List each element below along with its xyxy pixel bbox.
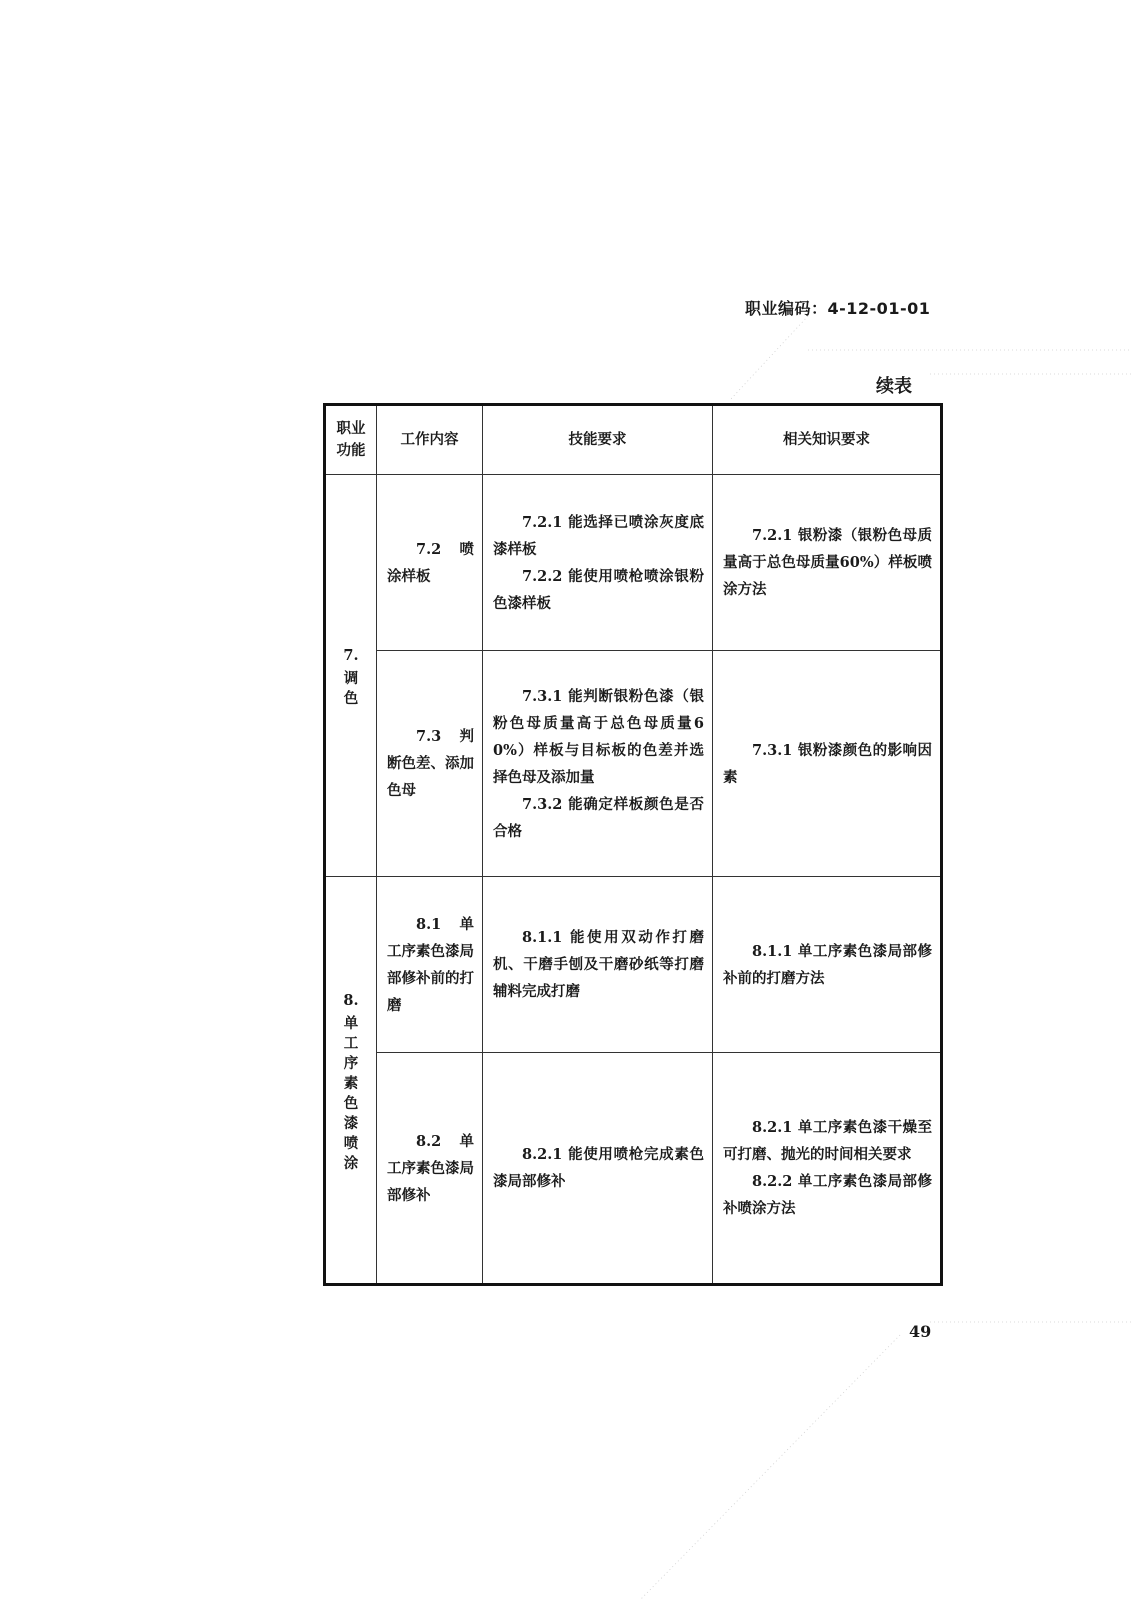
knowledge-item: 7.2.1 银粉漆（银粉色母质量高于总色母质量60%）样板喷涂方法 (723, 527, 932, 598)
work-content-cell (377, 475, 483, 651)
knowledge-item: 8.1.1 单工序素色漆局部修补前的打磨方法 (723, 942, 932, 987)
header-function: 职业功能 (325, 405, 377, 475)
header-skill-requirements: 技能要求 (483, 405, 713, 475)
knowledge-cell (713, 1053, 942, 1285)
occupation-code: 职业编码：4-12-01-01 (745, 299, 931, 318)
knowledge-item: 8.2.2 单工序素色漆局部修补喷涂方法 (723, 1173, 932, 1217)
work-content-cell (377, 877, 483, 1053)
header-work-content: 工作内容 (377, 405, 483, 475)
header-knowledge-requirements: 相关知识要求 (713, 405, 942, 475)
skill-item: 7.2.1 能选择已喷涂灰度底漆样板 (493, 513, 704, 558)
skill-cell (483, 877, 713, 1053)
skill-item: 7.3.1 能判断银粉色漆（银粉色母质量高于总色母质量60%）样板与目标板的色差并选择色母及添加量 (493, 687, 704, 786)
skill-cell (483, 1053, 713, 1285)
page-number: 49 (909, 1322, 932, 1341)
table-row (325, 651, 942, 877)
function-cell-8 (325, 877, 377, 1285)
knowledge-cell (713, 651, 942, 877)
function-number: 8. (343, 991, 359, 1009)
work-content-text: 8.2 单工序素色漆局部修补 (387, 1132, 474, 1204)
function-name: 单工序素色漆喷涂 (343, 1014, 359, 1172)
function-number: 7. (343, 647, 359, 664)
table-header-row (325, 405, 942, 475)
knowledge-item: 7.3.1 银粉漆颜色的影响因素 (723, 741, 932, 786)
skill-cell (483, 475, 713, 651)
table-row (325, 475, 942, 651)
skill-item: 7.2.2 能使用喷枪喷涂银粉色漆样板 (493, 567, 704, 612)
knowledge-cell (713, 877, 942, 1053)
table-row (325, 1053, 942, 1285)
skill-standard-table (323, 403, 943, 1286)
function-cell-7 (325, 475, 377, 877)
skill-item: 8.2.1 能使用喷枪完成素色漆局部修补 (493, 1146, 704, 1190)
work-content-cell (377, 1053, 483, 1285)
skill-item: 8.1.1 能使用双动作打磨机、干磨手刨及干磨砂纸等打磨辅料完成打磨 (493, 929, 704, 1000)
work-content-text: 7.2 喷涂样板 (387, 540, 474, 585)
work-content-text: 7.3 判断色差、添加色母 (387, 728, 474, 799)
work-content-text: 8.1 单工序素色漆局部修补前的打磨 (387, 915, 474, 1014)
work-content-cell (377, 651, 483, 877)
knowledge-item: 8.2.1 单工序素色漆干燥至可打磨、抛光的时间相关要求 (723, 1119, 932, 1163)
skill-cell (483, 651, 713, 877)
knowledge-cell (713, 475, 942, 651)
continued-label: 续表 (876, 376, 912, 397)
table-row (325, 877, 942, 1053)
function-name: 调色 (343, 670, 359, 707)
skill-item: 7.3.2 能确定样板颜色是否合格 (493, 795, 704, 840)
